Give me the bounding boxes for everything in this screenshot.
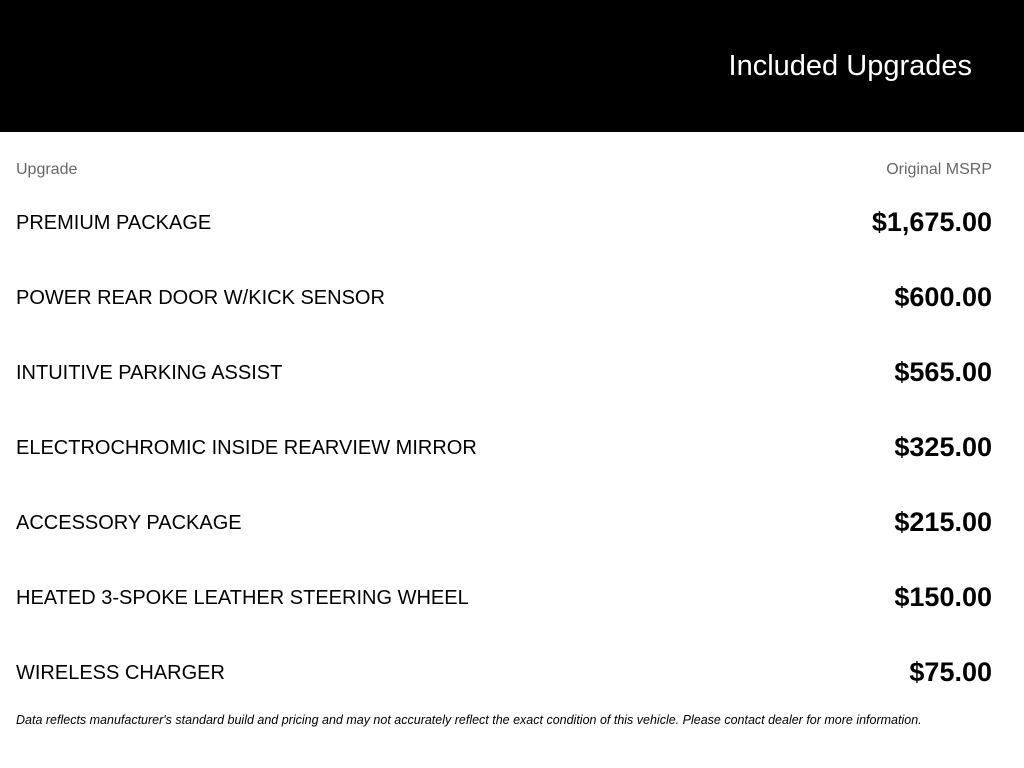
upgrade-name: ACCESSORY PACKAGE bbox=[16, 512, 242, 534]
upgrade-name: INTUITIVE PARKING ASSIST bbox=[16, 362, 283, 384]
upgrade-row bbox=[16, 497, 992, 572]
upgrade-row bbox=[16, 272, 992, 347]
upgrade-price: $325.00 bbox=[894, 432, 992, 462]
upgrades-list bbox=[16, 197, 992, 722]
disclaimer-text: Data reflects manufacturer's standard build and pricing and may not accurately reflect the exact condition of this vehicle. Please contact dealer for more information. bbox=[16, 713, 922, 727]
upgrade-row bbox=[16, 347, 992, 422]
column-headers bbox=[16, 160, 992, 180]
upgrade-row bbox=[16, 647, 992, 722]
upgrade-price: $565.00 bbox=[894, 357, 992, 387]
column-header-upgrade: Upgrade bbox=[16, 161, 78, 178]
column-header-msrp: Original MSRP bbox=[886, 161, 992, 178]
upgrade-name: PREMIUM PACKAGE bbox=[16, 212, 212, 234]
upgrade-row bbox=[16, 197, 992, 272]
header-banner bbox=[0, 0, 1024, 132]
upgrade-name: ELECTROCHROMIC INSIDE REARVIEW MIRROR bbox=[16, 437, 477, 459]
upgrade-price: $75.00 bbox=[909, 657, 992, 687]
upgrade-price: $1,675.00 bbox=[871, 207, 992, 237]
upgrade-price: $150.00 bbox=[894, 582, 992, 612]
upgrade-row bbox=[16, 422, 992, 497]
page-title: Included Upgrades bbox=[728, 50, 972, 82]
upgrade-name: POWER REAR DOOR W/KICK SENSOR bbox=[16, 287, 385, 309]
upgrade-row bbox=[16, 572, 992, 647]
upgrade-name: WIRELESS CHARGER bbox=[16, 662, 225, 684]
upgrade-price: $600.00 bbox=[894, 282, 992, 312]
upgrade-name: HEATED 3-SPOKE LEATHER STEERING WHEEL bbox=[16, 587, 469, 609]
upgrade-price: $215.00 bbox=[894, 507, 992, 537]
